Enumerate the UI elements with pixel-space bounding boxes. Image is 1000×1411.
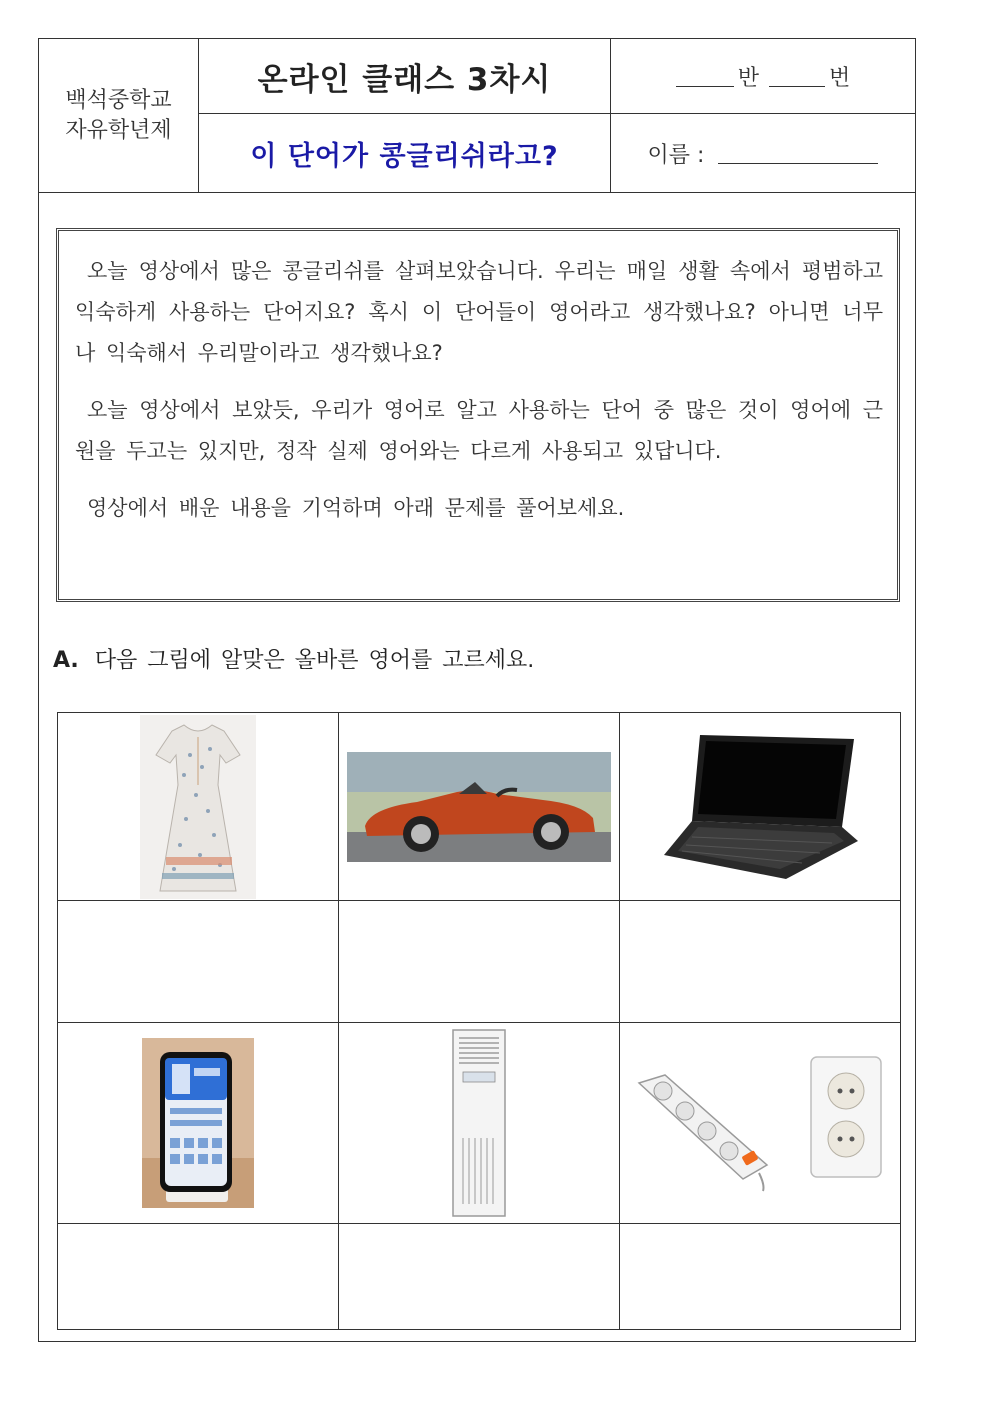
page-title: 온라인 클래스 3차시: [199, 39, 611, 114]
image-cell-laptop: [620, 713, 900, 901]
number-blank[interactable]: [769, 66, 825, 87]
image-cell-outlet: [620, 1023, 900, 1224]
answer-cell-1[interactable]: [58, 901, 339, 1023]
class-label: 반: [737, 65, 759, 91]
picture-grid: [57, 712, 901, 1330]
image-cell-dress: [58, 713, 339, 901]
number-label: 번: [829, 65, 851, 91]
image-cell-aircon: [339, 1023, 620, 1224]
worksheet-header: [39, 39, 915, 193]
page-subtitle: 이 단어가 콩글리쉬라고?: [199, 114, 611, 192]
answer-cell-4[interactable]: [58, 1224, 339, 1329]
question-label: A.: [53, 648, 79, 673]
class-number-cell: [611, 39, 915, 114]
image-cell-phone: [58, 1023, 339, 1224]
answer-cell-5[interactable]: [339, 1224, 620, 1329]
air-conditioner-icon: [449, 1028, 509, 1218]
power-strip-outlet-icon: [635, 1053, 885, 1193]
name-label: 이름 :: [647, 142, 705, 168]
name-blank[interactable]: [718, 143, 878, 164]
school-cell: [39, 39, 199, 192]
answer-cell-2[interactable]: [339, 901, 620, 1023]
image-cell-car: [339, 713, 620, 901]
program-name: 자유학년제: [65, 117, 172, 143]
intro-paragraph-2: 오늘 영상에서 보았듯, 우리가 영어로 알고 사용하는 단어 중 많은 것이 영어에 근원을 두고는 있지만, 정작 실제 영어와는 다르게 사용되고 있답니다.: [75, 398, 883, 463]
answer-cell-6[interactable]: [620, 1224, 900, 1329]
convertible-car-icon: [347, 752, 611, 862]
answer-cell-3[interactable]: [620, 901, 900, 1023]
intro-paragraph-1: 오늘 영상에서 많은 콩글리쉬를 살펴보았습니다. 우리는 매일 생활 속에서 평범하고 익숙하게 사용하는 단어지요? 혹시 이 단어들이 영어라고 생각했나요? 아니면 너무나 익숙해서 우리말이라고 생각했나요?: [75, 259, 883, 365]
name-cell: [611, 114, 915, 192]
question-text: 다음 그림에 알맞은 올바른 영어를 고르세요.: [94, 648, 535, 673]
dress-icon: [140, 715, 256, 899]
laptop-icon: [662, 729, 858, 885]
school-name: 백석중학교: [65, 87, 172, 113]
intro-paragraph-3: 영상에서 배운 내용을 기억하며 아래 문제를 풀어보세요.: [87, 496, 625, 520]
intro-box: [56, 228, 900, 602]
question-a: [53, 643, 534, 674]
worksheet: [38, 38, 916, 1342]
smartphone-icon: [142, 1038, 254, 1208]
class-blank[interactable]: [676, 66, 734, 87]
